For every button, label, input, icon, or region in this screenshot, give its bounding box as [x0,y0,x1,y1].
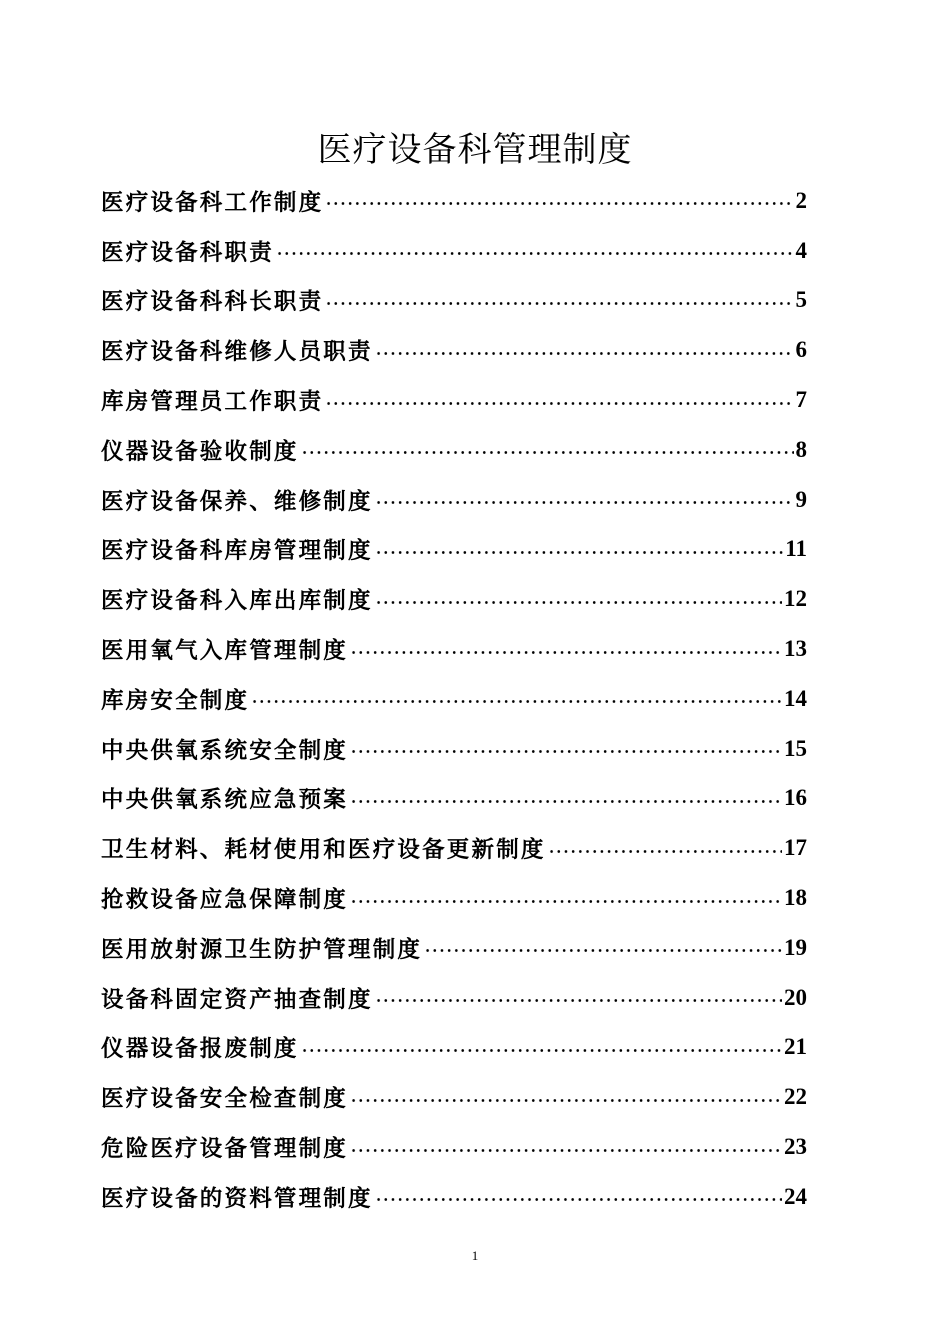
toc-entry[interactable] [101,873,807,923]
toc-entry-title: 医疗设备科维修人员职责 [101,339,373,366]
toc-entry-title: 医疗设备的资料管理制度 [101,1185,373,1212]
toc-entry[interactable] [101,226,807,276]
toc-entry[interactable] [101,923,807,973]
toc-entry[interactable] [101,276,807,326]
toc-leader-dots [301,451,794,454]
toc-entry-title: 医疗设备保养、维修制度 [101,488,373,515]
toc-entry-title: 医疗设备科工作制度 [101,189,324,216]
toc-entry-title: 医用放射源卫生防护管理制度 [101,936,423,963]
toc-entry[interactable] [101,375,807,425]
toc-entry-title: 医疗设备科库房管理制度 [101,538,373,565]
toc-leader-dots [375,501,794,504]
toc-entry[interactable] [101,674,807,724]
toc-entry-title: 中央供氧系统安全制度 [101,737,349,764]
toc-leader-dots [548,850,782,853]
toc-leader-dots [301,1049,782,1052]
toc-entry-page: 15 [784,735,807,761]
toc-leader-dots [350,651,782,654]
toc-entry[interactable] [101,176,807,226]
toc-entry-title: 库房管理员工作职责 [101,389,324,416]
toc-leader-dots [251,700,782,703]
toc-entry-page: 20 [784,984,807,1010]
toc-entry-title: 医疗设备安全检查制度 [101,1086,349,1113]
toc-leader-dots [276,252,794,255]
toc-leader-dots [375,352,794,355]
toc-entry-page: 17 [784,835,807,861]
toc-entry[interactable] [101,325,807,375]
toc-entry-page: 12 [784,586,807,612]
toc-entry[interactable] [101,1023,807,1073]
toc-entry-page: 24 [784,1183,807,1209]
toc-entry-title: 医疗设备科职责 [101,239,274,266]
toc-entry-page: 23 [784,1134,807,1160]
toc-entry-page: 5 [795,287,807,313]
toc-entry-page: 19 [784,934,807,960]
toc-entry-title: 中央供氧系统应急预案 [101,787,349,814]
toc-leader-dots [375,1198,782,1201]
toc-entry[interactable] [101,525,807,575]
toc-leader-dots [375,551,784,554]
toc-entry-page: 2 [795,187,807,213]
toc-entry-page: 9 [795,486,807,512]
document-title: 医疗设备科管理制度 [317,130,633,170]
toc-leader-dots [350,900,782,903]
toc-entry-title: 仪器设备报废制度 [101,1036,299,1063]
toc-entry-page: 6 [795,337,807,363]
toc-entry-page: 22 [784,1084,807,1110]
toc-leader-dots [375,999,782,1002]
toc-entry[interactable] [101,1072,807,1122]
toc-entry-page: 16 [784,785,807,811]
toc-entry[interactable] [101,624,807,674]
toc-leader-dots [424,949,782,952]
toc-entry-page: 14 [784,685,807,711]
table-of-contents [101,176,807,1222]
toc-entry[interactable] [101,475,807,525]
toc-entry[interactable] [101,823,807,873]
toc-leader-dots [375,601,782,604]
toc-leader-dots [325,402,793,405]
toc-leader-dots [350,750,782,753]
toc-entry[interactable] [101,1122,807,1172]
toc-leader-dots [325,202,793,205]
toc-entry[interactable] [101,425,807,475]
page-number: 1 [471,1248,479,1263]
toc-entry[interactable] [101,1172,807,1222]
toc-entry-title: 卫生材料、耗材使用和医疗设备更新制度 [101,837,546,864]
toc-leader-dots [350,1099,782,1102]
toc-entry-page: 18 [784,885,807,911]
toc-entry-title: 医疗设备科科长职责 [101,289,324,316]
toc-entry[interactable] [101,973,807,1023]
toc-entry-page: 8 [795,436,807,462]
toc-entry-title: 危险医疗设备管理制度 [101,1136,349,1163]
toc-leader-dots [350,800,782,803]
toc-entry-page: 7 [795,387,807,413]
toc-entry-page: 4 [795,237,807,263]
toc-entry-title: 仪器设备验收制度 [101,438,299,465]
toc-entry-title: 医疗设备科入库出库制度 [101,588,373,615]
toc-entry-title: 医用氧气入库管理制度 [101,638,349,665]
toc-entry[interactable] [101,574,807,624]
toc-entry-page: 11 [785,536,807,562]
toc-entry[interactable] [101,724,807,774]
toc-entry[interactable] [101,774,807,824]
toc-entry-title: 抢救设备应急保障制度 [101,887,349,914]
toc-entry-title: 设备科固定资产抽查制度 [101,986,373,1013]
toc-entry-page: 13 [784,636,807,662]
toc-leader-dots [325,302,793,305]
toc-entry-page: 21 [784,1034,807,1060]
toc-leader-dots [350,1149,782,1152]
toc-entry-title: 库房安全制度 [101,687,250,714]
